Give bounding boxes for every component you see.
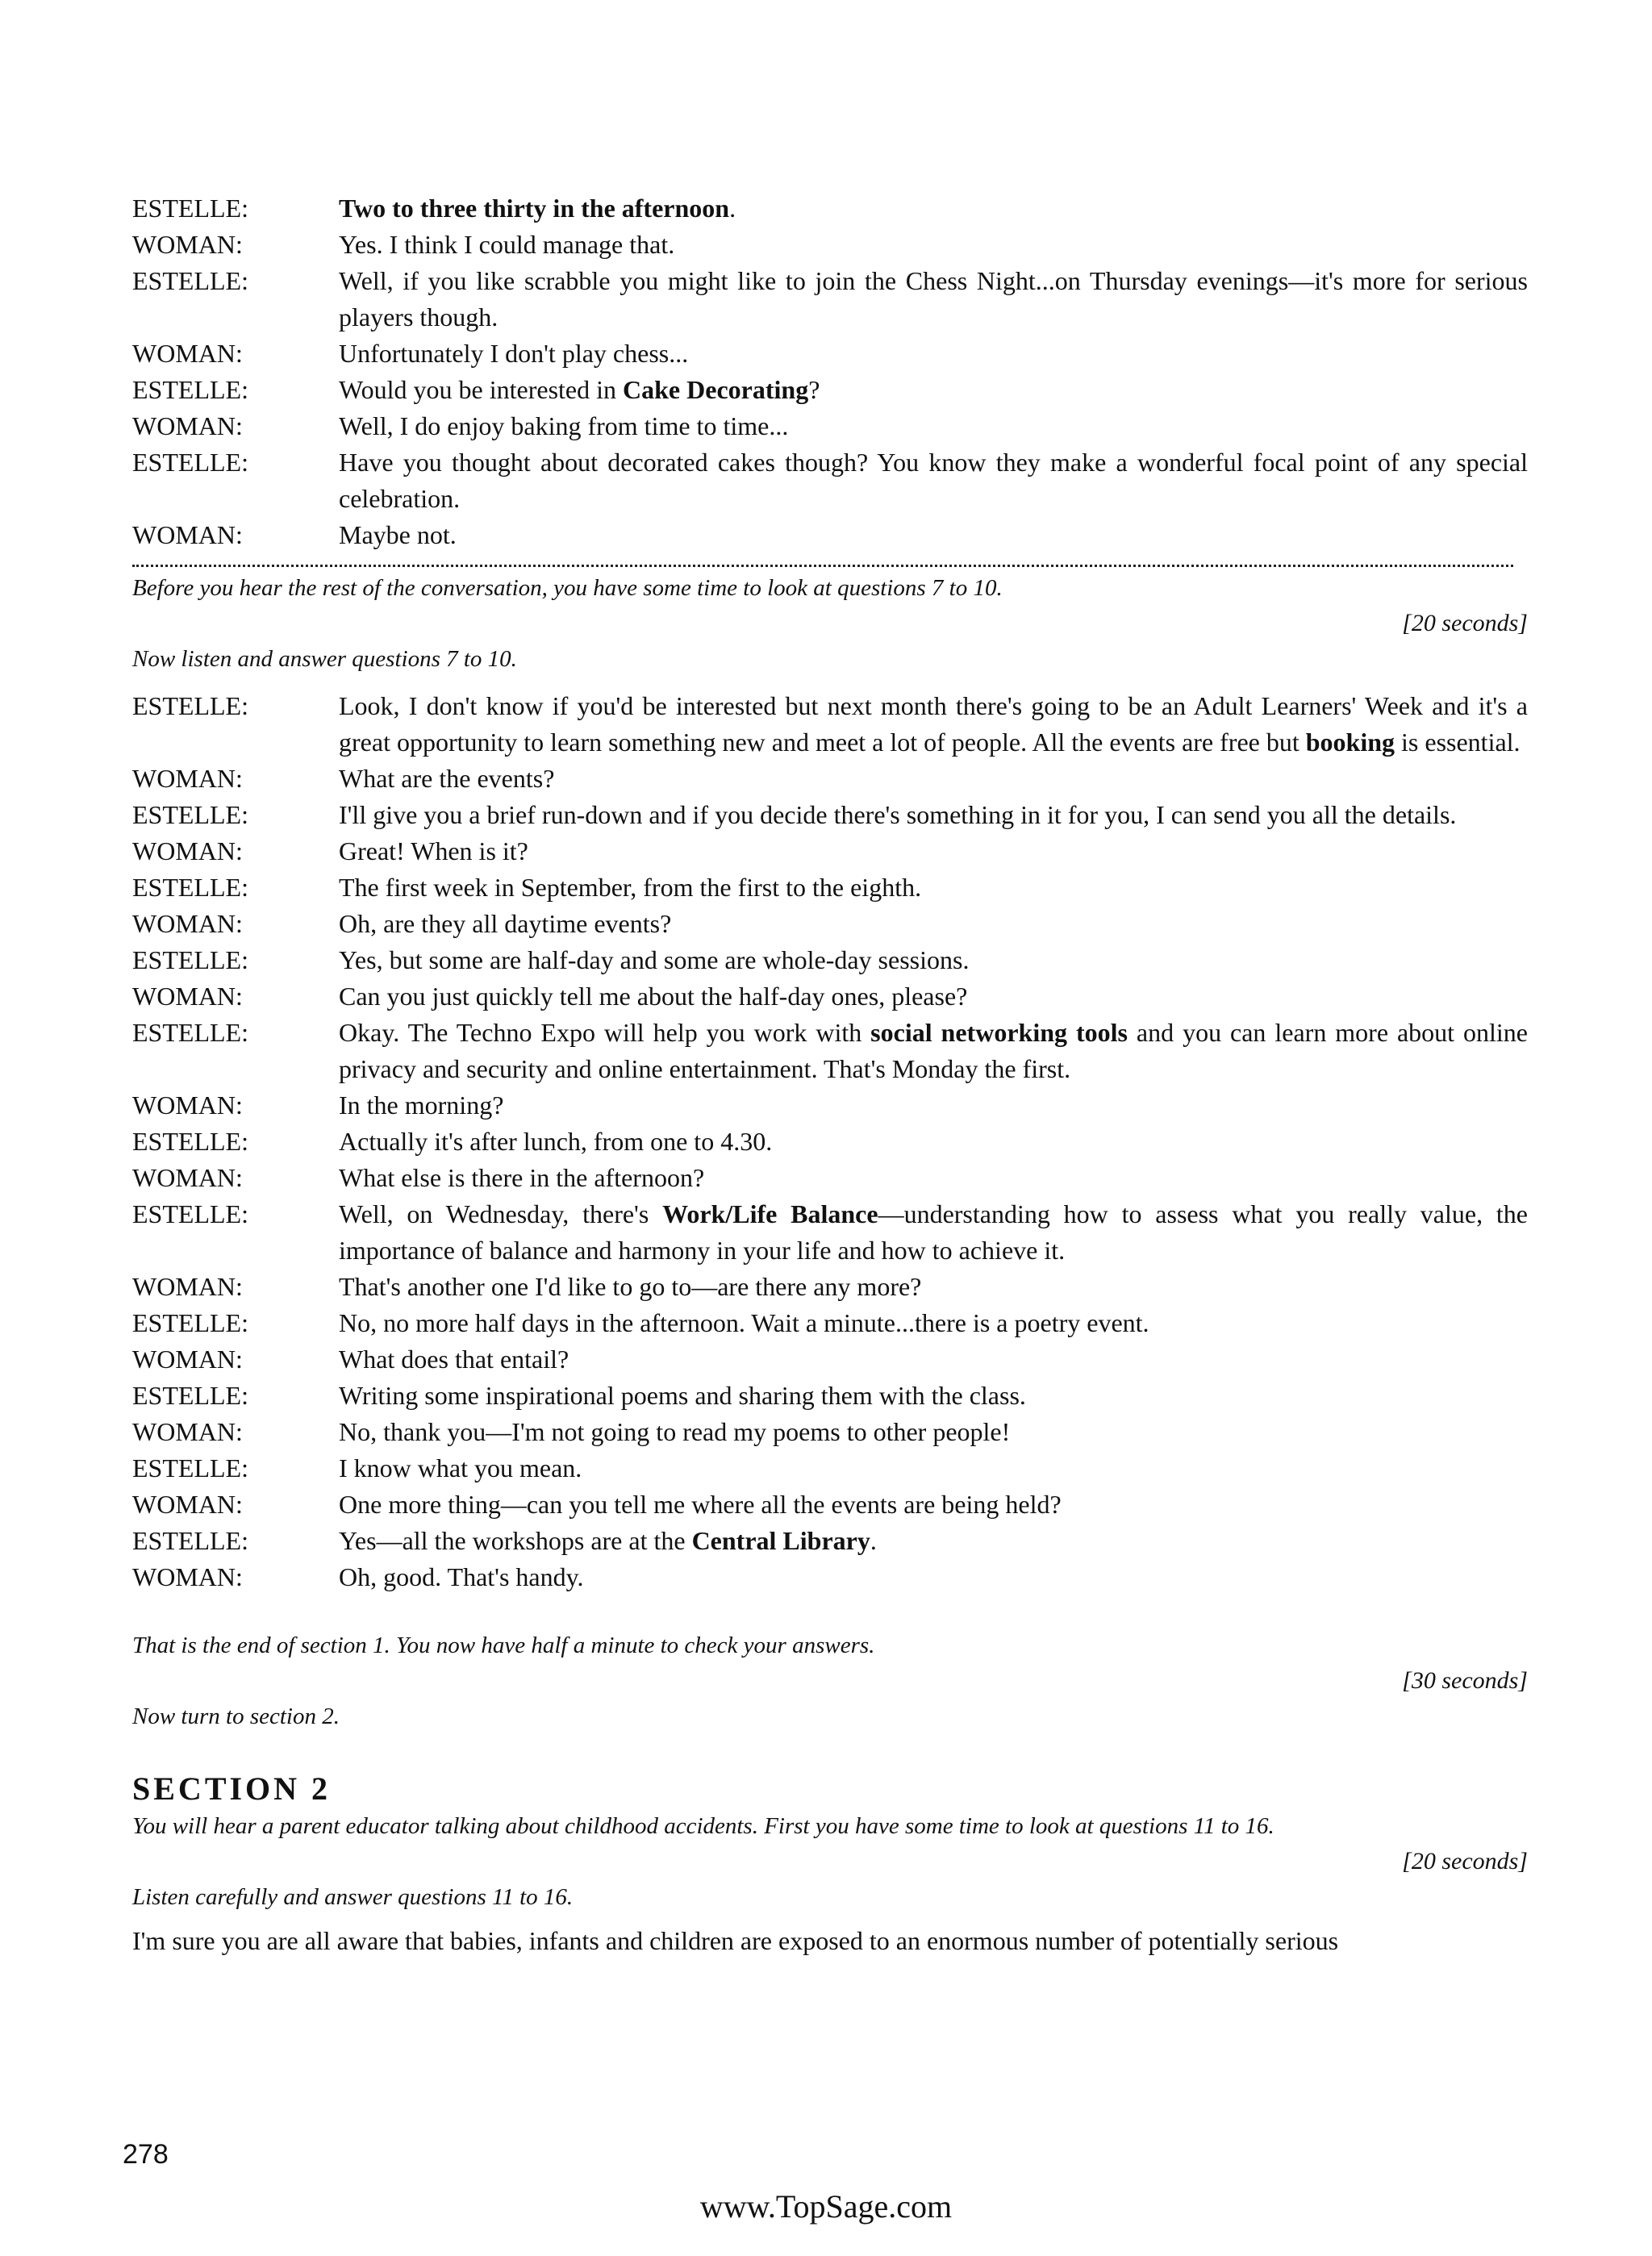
speaker-label: ESTELLE: bbox=[132, 448, 248, 477]
dialogue-text: No, no more half days in the afternoon. Wait a minute...there is a poetry event. bbox=[339, 1308, 1149, 1337]
speaker-label: WOMAN: bbox=[132, 909, 243, 938]
speaker-label: WOMAN: bbox=[132, 1490, 243, 1519]
speaker-label: WOMAN: bbox=[132, 520, 243, 549]
dialogue-text: is essential. bbox=[1395, 728, 1521, 757]
timing-note: [30 seconds] bbox=[1402, 1667, 1528, 1694]
dialogue-text: Yes. I think I could manage that. bbox=[339, 230, 675, 259]
dialogue-text: Maybe not. bbox=[339, 520, 457, 549]
speaker-label: ESTELLE: bbox=[132, 1526, 248, 1555]
dialogue-row bbox=[132, 1487, 1528, 1523]
dialogue-text: . bbox=[729, 194, 736, 223]
section-intro: You will hear a parent educator talking about childhood accidents. First you have some time to look at questions 11 to 16. bbox=[132, 1813, 1274, 1839]
dialogue-text: I know what you mean. bbox=[339, 1453, 582, 1482]
dialogue-row bbox=[132, 833, 1528, 869]
dialogue-row bbox=[132, 1341, 1528, 1378]
dialogue-row bbox=[132, 263, 1528, 336]
dialogue-row bbox=[132, 1124, 1528, 1160]
instruction-listen: Listen carefully and answer questions 11 to 16. bbox=[132, 1884, 574, 1910]
dialogue-line bbox=[339, 1487, 1528, 1523]
dialogue-line bbox=[339, 688, 1528, 761]
dialogue-line bbox=[339, 1414, 1528, 1450]
dialogue-text: Great! When is it? bbox=[339, 836, 528, 865]
dialogue-row bbox=[132, 336, 1528, 372]
speaker-label: ESTELLE: bbox=[132, 266, 248, 295]
answer-keyword: Work/Life Balance bbox=[662, 1199, 878, 1228]
dialogue-line bbox=[339, 1523, 1528, 1559]
dialogue-row bbox=[132, 1450, 1528, 1487]
dialogue-text: —understanding how to assess what you really value, the importance of balance and harmony in your life and how to achieve it. bbox=[339, 1199, 1529, 1265]
dialogue-line bbox=[339, 1378, 1528, 1414]
dialogue-text: One more thing—can you tell me where all the events are being held? bbox=[339, 1490, 1062, 1519]
dialogue-text: Oh, are they all daytime events? bbox=[339, 909, 672, 938]
dialogue-row bbox=[132, 942, 1528, 978]
speaker-label: WOMAN: bbox=[132, 1272, 243, 1301]
dialogue-line bbox=[339, 444, 1528, 517]
dialogue-line bbox=[339, 906, 1528, 942]
dialogue-part-1 bbox=[132, 190, 1528, 553]
dialogue-row bbox=[132, 1414, 1528, 1450]
dialogue-line bbox=[339, 517, 1528, 553]
dialogue-row bbox=[132, 1378, 1528, 1414]
dialogue-line bbox=[339, 869, 1528, 906]
dialogue-text: What else is there in the afternoon? bbox=[339, 1163, 705, 1192]
speaker-label: ESTELLE: bbox=[132, 1127, 248, 1156]
dialogue-text: ? bbox=[808, 375, 820, 404]
dialogue-text: No, thank you—I'm not going to read my poems to other people! bbox=[339, 1417, 1011, 1446]
dialogue-line bbox=[339, 1305, 1528, 1341]
dialogue-text: I'll give you a brief run-down and if you decide there's something in it for you, I can send you all the details. bbox=[339, 800, 1457, 829]
dialogue-line bbox=[339, 761, 1528, 797]
speaker-label: WOMAN: bbox=[132, 339, 243, 368]
dialogue-row bbox=[132, 190, 1528, 227]
answer-keyword: Cake Decorating bbox=[623, 375, 809, 404]
dialogue-text: and you can learn more about online privacy and security and online entertainment. That's Monday the first. bbox=[339, 1018, 1529, 1083]
answer-keyword: Central Library bbox=[691, 1526, 870, 1555]
body-paragraph: I'm sure you are all aware that babies, infants and children are exposed to an enormous number of potentially serious bbox=[132, 1926, 1339, 1955]
timing-note: [20 seconds] bbox=[1402, 610, 1528, 636]
dialogue-row bbox=[132, 444, 1528, 517]
footer-url: www.TopSage.com bbox=[699, 2188, 953, 2225]
dialogue-row bbox=[132, 372, 1528, 408]
speaker-label: ESTELLE: bbox=[132, 945, 248, 974]
answer-keyword: booking bbox=[1305, 728, 1395, 757]
speaker-label: ESTELLE: bbox=[132, 1453, 248, 1482]
dialogue-row bbox=[132, 517, 1528, 553]
speaker-label: WOMAN: bbox=[132, 836, 243, 865]
dialogue-row bbox=[132, 1087, 1528, 1124]
speaker-label: ESTELLE: bbox=[132, 1199, 248, 1228]
answer-keyword: Two to three thirty in the afternoon bbox=[339, 194, 730, 223]
speaker-label: WOMAN: bbox=[132, 411, 243, 440]
dialogue-text: Yes—all the workshops are at the bbox=[339, 1526, 692, 1555]
dialogue-row bbox=[132, 1523, 1528, 1559]
dialogue-text: Writing some inspirational poems and sharing them with the class. bbox=[339, 1381, 1026, 1410]
speaker-label: ESTELLE: bbox=[132, 1381, 248, 1410]
speaker-label: ESTELLE: bbox=[132, 1308, 248, 1337]
dialogue-text: Yes, but some are half-day and some are whole-day sessions. bbox=[339, 945, 970, 974]
dialogue-part-2 bbox=[132, 688, 1528, 1595]
instruction-end-section-1: That is the end of section 1. You now have half a minute to check your answers. bbox=[132, 1633, 875, 1658]
dialogue-text: Would you be interested in bbox=[339, 375, 624, 404]
speaker-label: WOMAN: bbox=[132, 1562, 243, 1591]
dialogue-row bbox=[132, 408, 1528, 444]
dialogue-line bbox=[339, 797, 1528, 833]
dialogue-line bbox=[339, 1559, 1528, 1595]
dialogue-line bbox=[339, 942, 1528, 978]
dialogue-line bbox=[339, 372, 1528, 408]
speaker-label: WOMAN: bbox=[132, 764, 243, 793]
dialogue-text: . bbox=[870, 1526, 877, 1555]
speaker-label: WOMAN: bbox=[132, 982, 243, 1011]
dialogue-row bbox=[132, 869, 1528, 906]
dialogue-row bbox=[132, 1160, 1528, 1196]
dialogue-line bbox=[339, 1196, 1528, 1269]
dialogue-text: Can you just quickly tell me about the half-day ones, please? bbox=[339, 982, 968, 1011]
speaker-label: ESTELLE: bbox=[132, 194, 248, 223]
speaker-label: ESTELLE: bbox=[132, 873, 248, 902]
dialogue-text: Unfortunately I don't play chess... bbox=[339, 339, 689, 368]
dialogue-text: Well, if you like scrabble you might like to join the Chess Night...on Thursday evenings—it's more for serious players though. bbox=[339, 266, 1528, 332]
dialogue-line bbox=[339, 1450, 1528, 1487]
dialogue-row bbox=[132, 1196, 1528, 1269]
dialogue-text: In the morning? bbox=[339, 1090, 504, 1120]
dialogue-line bbox=[339, 833, 1528, 869]
dialogue-row bbox=[132, 1269, 1528, 1305]
dialogue-row bbox=[132, 1305, 1528, 1341]
dialogue-line bbox=[339, 1269, 1528, 1305]
dialogue-text: That's another one I'd like to go to—are there any more? bbox=[339, 1272, 922, 1301]
document-page bbox=[132, 190, 1528, 1959]
dialogue-row bbox=[132, 761, 1528, 797]
dialogue-text: What are the events? bbox=[339, 764, 555, 793]
dialogue-row bbox=[132, 688, 1528, 761]
instruction-before: Before you hear the rest of the conversation, you have some time to look at questions 7 to 10. bbox=[132, 575, 1003, 601]
dialogue-line bbox=[339, 408, 1528, 444]
dialogue-line bbox=[339, 1015, 1528, 1087]
dialogue-line bbox=[339, 1341, 1528, 1378]
instruction-turn: Now turn to section 2. bbox=[132, 1703, 340, 1729]
dialogue-text: What does that entail? bbox=[339, 1345, 569, 1374]
dialogue-text: Oh, good. That's handy. bbox=[339, 1562, 584, 1591]
instruction-now: Now listen and answer questions 7 to 10. bbox=[132, 646, 517, 672]
dialogue-line bbox=[339, 263, 1528, 336]
dialogue-text: Well, on Wednesday, there's bbox=[339, 1199, 663, 1228]
dotted-separator bbox=[132, 560, 1513, 567]
dialogue-row bbox=[132, 978, 1528, 1015]
dialogue-row bbox=[132, 1559, 1528, 1595]
dialogue-line bbox=[339, 190, 1528, 227]
speaker-label: ESTELLE: bbox=[132, 800, 248, 829]
dialogue-line bbox=[339, 978, 1528, 1015]
speaker-label: ESTELLE: bbox=[132, 1018, 248, 1047]
dialogue-line bbox=[339, 1124, 1528, 1160]
dialogue-text: Okay. The Techno Expo will help you work with bbox=[339, 1018, 871, 1047]
dialogue-row bbox=[132, 1015, 1528, 1087]
speaker-label: WOMAN: bbox=[132, 1417, 243, 1446]
dialogue-text: Well, I do enjoy baking from time to time... bbox=[339, 411, 789, 440]
speaker-label: WOMAN: bbox=[132, 1163, 243, 1192]
dialogue-text: Have you thought about decorated cakes though? You know they make a wonderful focal point of any special celebration. bbox=[339, 448, 1528, 513]
speaker-label: ESTELLE: bbox=[132, 375, 248, 404]
dialogue-line bbox=[339, 1087, 1528, 1124]
speaker-label: WOMAN: bbox=[132, 1090, 243, 1120]
dialogue-line bbox=[339, 227, 1528, 263]
dialogue-line bbox=[339, 1160, 1528, 1196]
timing-note: [20 seconds] bbox=[1402, 1848, 1528, 1874]
dialogue-text: The first week in September, from the first to the eighth. bbox=[339, 873, 922, 902]
dialogue-row bbox=[132, 797, 1528, 833]
answer-keyword: social networking tools bbox=[870, 1018, 1128, 1047]
speaker-label: WOMAN: bbox=[132, 230, 243, 259]
dialogue-line bbox=[339, 336, 1528, 372]
section-heading: SECTION 2 bbox=[132, 1770, 332, 1807]
dialogue-text: Look, I don't know if you'd be interested but next month there's going to be an Adult Learners' Week and it's a great opportunity to learn something new and meet a lot of people. All the events are free but bbox=[339, 691, 1528, 757]
speaker-label: ESTELLE: bbox=[132, 691, 248, 720]
dialogue-text: Actually it's after lunch, from one to 4.30. bbox=[339, 1127, 773, 1156]
page-number: 278 bbox=[123, 2139, 169, 2170]
dialogue-row bbox=[132, 227, 1528, 263]
dialogue-row bbox=[132, 906, 1528, 942]
speaker-label: WOMAN: bbox=[132, 1345, 243, 1374]
